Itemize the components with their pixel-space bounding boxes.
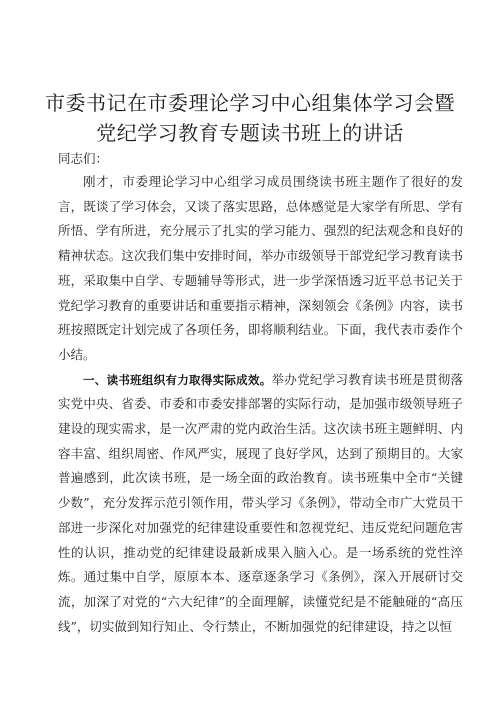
document-title-line-2: 党纪学习教育专题读书班上的讲话 — [96, 121, 404, 145]
paragraph-section-1 — [58, 368, 463, 640]
paragraph-opening — [58, 170, 463, 368]
document-title-line-1: 市委书记在市委理论学习中心组集体学习会暨 — [45, 91, 455, 115]
document-body — [58, 170, 463, 639]
paragraph-text: 举办党纪学习教育读书班是贯彻落实党中央、省委、市委和市委安排部署的实际行动，是加强市级领导班子建设的现实需求，是一次严肃的党内政治生活。这次读书班主题鲜明、内容丰富、组织周密、作风严实，展现了良好学风，达到了预期目的。大家普遍感到，此次读书班，是一场全面的政治教育。读书班集中全市“关键少数”，充分发挥示范引领作用，带头学习《条例》，带动全市广大党员干部进一步深化对加强党的纪律建设重要性和忽视党纪、违反党纪问题危害性的认识，推动党的纪律建设最新成果入脑入心。是一场系统的党性淬炼。通过集中自学，原原本本、逐章逐条学习《条例》，深入开展研讨交流，加深了对党的“六大纪律”的全面理解，读懂党纪是不能触碰的“高压线”，切实做到知行知止、令行禁止，不断加强党的纪律建设，持之以恒 — [58, 371, 463, 634]
section-heading: 一、读书班组织有力取得实际成效。 — [83, 372, 272, 387]
paragraph-text: 刚才，市委理论学习中心组学习成员围绕读书班主题作了很好的发言，既谈了学习体会，又谈了落实思路，总体感觉是大家学有所思、学有所悟、学有所进，充分展示了扎实的学习能力、强烈的纪法观念和良好的精神状态。这次我们集中安排时间，举办市级领导干部党纪学习教育读书班，采取集中自学、专题辅导等形式，进一步学深悟透习近平总书记关于党纪学习教育的重要讲话和重要指示精神，深刻领会《条例》内容，读书班按照既定计划完成了各项任务，即将顺利结业。下面，我代表市委作个小结。 — [58, 174, 463, 362]
salutation: 同志们： — [58, 151, 109, 166]
